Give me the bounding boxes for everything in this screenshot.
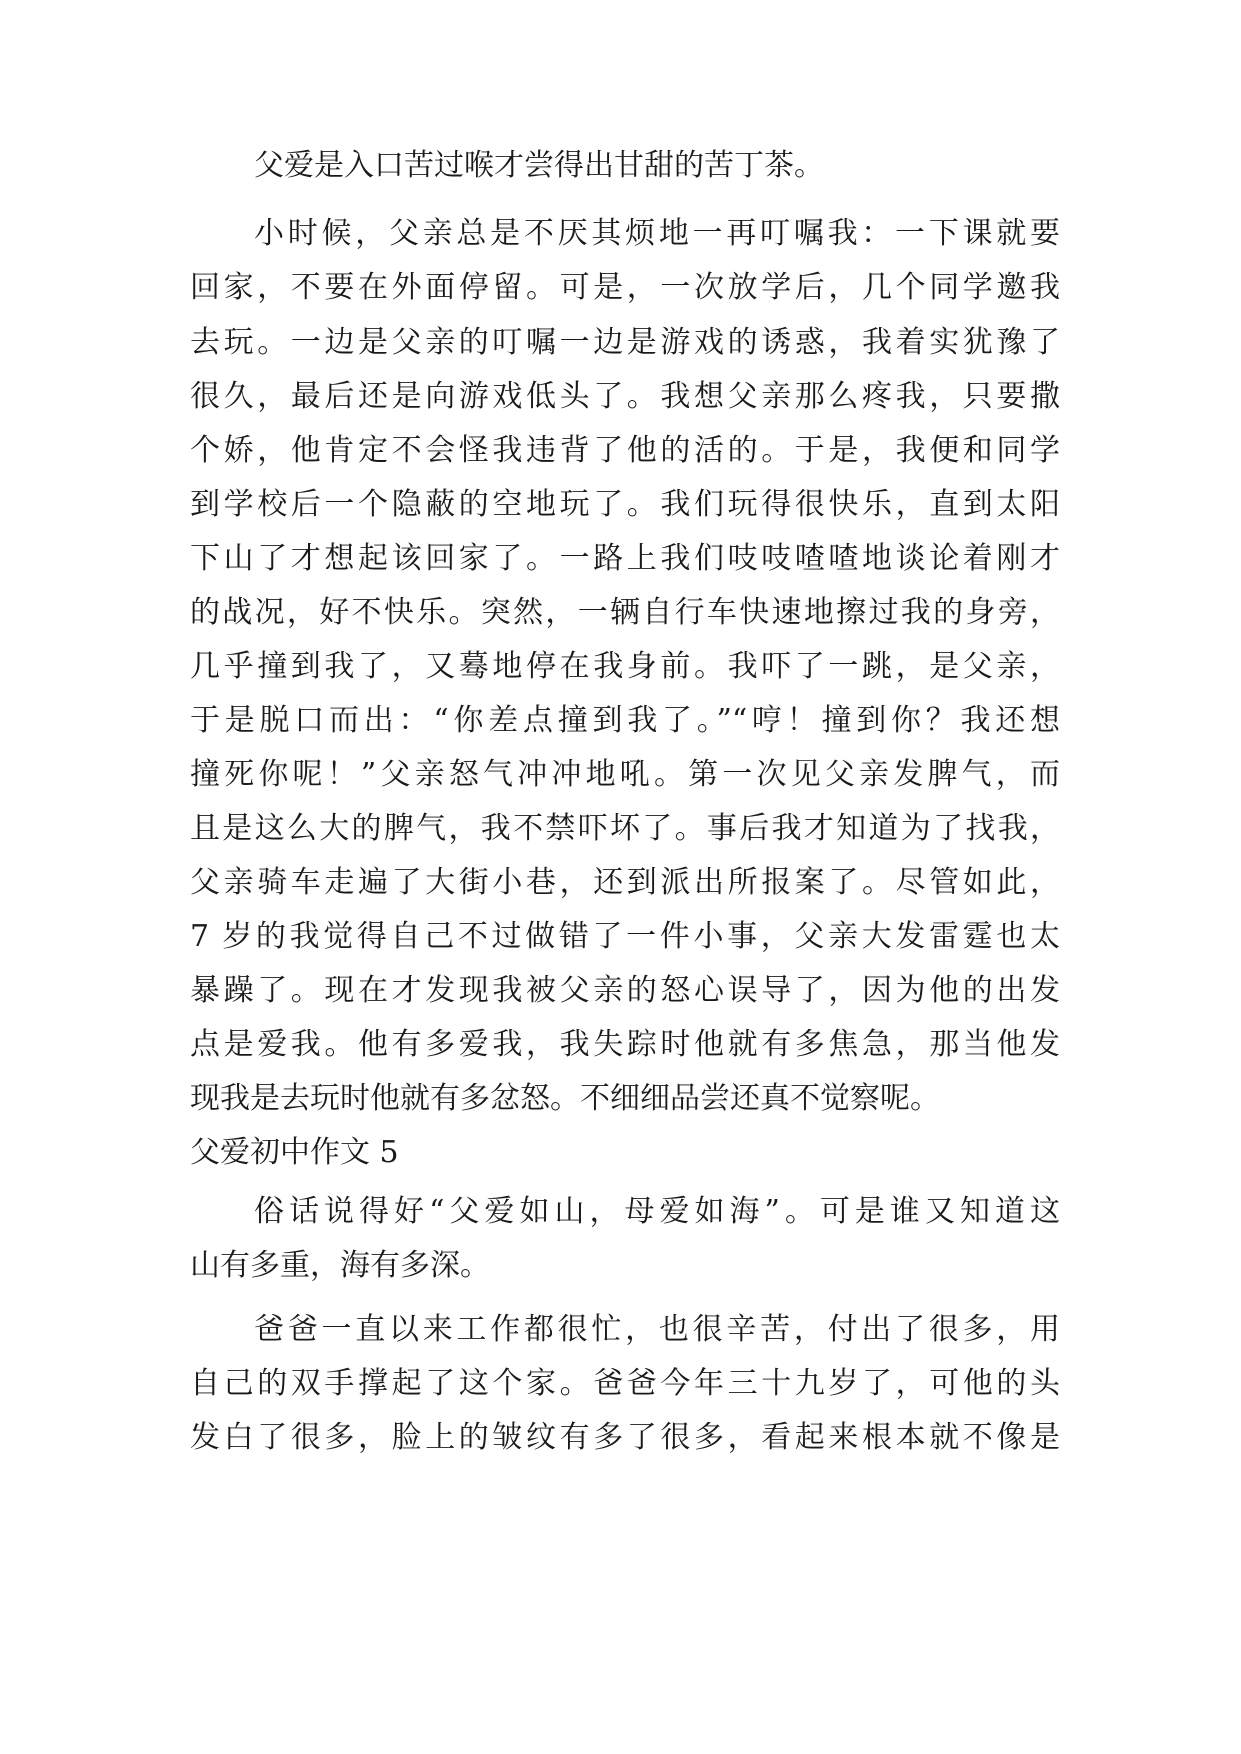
paragraph-line: 的战况，好不快乐。突然，一辆自行车快速地擦过我的身旁， [190,595,1060,630]
paragraph-line: 自己的双手撑起了这个家。爸爸今年三十九岁了，可他的头 [190,1366,1060,1401]
paragraph-line: 山有多重，海有多深。 [190,1248,490,1283]
paragraph-line: 去玩。一边是父亲的叮嘱一边是游戏的诱惑，我着实犹豫了 [190,325,1060,360]
paragraph-line: 父爱是入口苦过喉才尝得出甘甜的苦丁茶。 [254,148,824,183]
paragraph-line: 发白了很多，脸上的皱纹有多了很多，看起来根本就不像是 [190,1420,1060,1455]
paragraph-line: 下山了才想起该回家了。一路上我们吱吱喳喳地谈论着刚才 [190,541,1060,576]
paragraph-line: 俗话说得好“父爱如山，母爱如海”。可是谁又知道这 [254,1194,1060,1229]
section-heading: 父爱初中作文 5 [190,1135,399,1170]
paragraph-line: 点是爱我。他有多爱我，我失踪时他就有多焦急，那当他发 [190,1027,1060,1062]
paragraph-line: 爸爸一直以来工作都很忙，也很辛苦，付出了很多，用 [254,1312,1060,1347]
paragraph-line: 小时候，父亲总是不厌其烦地一再叮嘱我：一下课就要 [254,216,1060,251]
paragraph-line: 回家，不要在外面停留。可是，一次放学后，几个同学邀我 [190,270,1060,305]
paragraph-line: 现我是去玩时他就有多忿怒。不细细品尝还真不觉察呢。 [190,1081,940,1116]
paragraph-line: 到学校后一个隐蔽的空地玩了。我们玩得很快乐，直到太阳 [190,487,1060,522]
paragraph-line: 父亲骑车走遍了大街小巷，还到派出所报案了。尽管如此， [190,865,1060,900]
paragraph-line: 撞死你呢！”父亲怒气冲冲地吼。第一次见父亲发脾气，而 [190,757,1060,792]
paragraph-line: 个娇，他肯定不会怪我违背了他的活的。于是，我便和同学 [190,433,1060,468]
paragraph-line: 于是脱口而出：“你差点撞到我了。”“哼！撞到你？我还想 [190,703,1060,738]
paragraph-line: 7 岁的我觉得自己不过做错了一件小事，父亲大发雷霆也太 [190,919,1060,954]
paragraph-line: 暴躁了。现在才发现我被父亲的怒心误导了，因为他的出发 [190,973,1060,1008]
paragraph-line: 很久，最后还是向游戏低头了。我想父亲那么疼我，只要撒 [190,379,1060,414]
paragraph-line: 且是这么大的脾气，我不禁吓坏了。事后我才知道为了找我， [190,811,1060,846]
paragraph-line: 几乎撞到我了，又蓦地停在我身前。我吓了一跳，是父亲， [190,649,1060,684]
